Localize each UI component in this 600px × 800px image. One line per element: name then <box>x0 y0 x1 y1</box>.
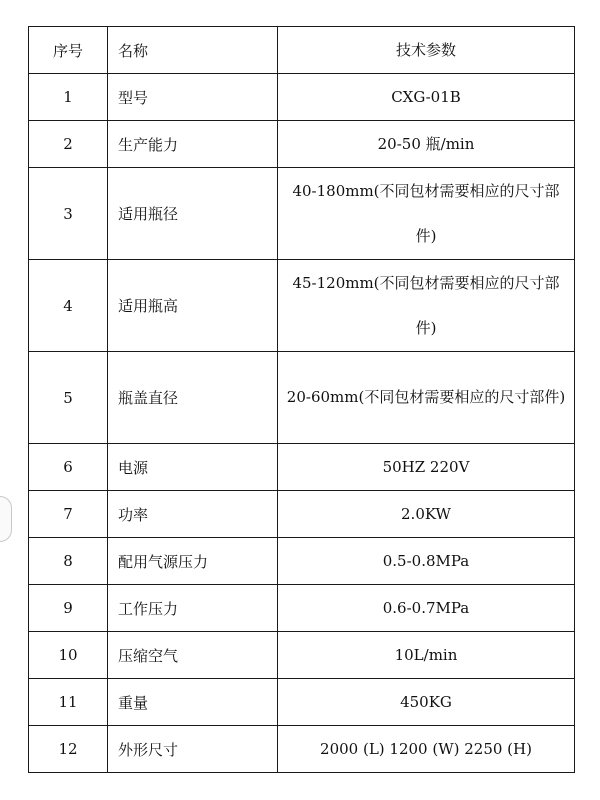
table-row <box>29 491 575 538</box>
row-value: 0.5-0.8MPa <box>278 538 575 585</box>
row-index: 8 <box>29 538 108 585</box>
row-index: 10 <box>29 632 108 679</box>
row-index: 5 <box>29 352 108 444</box>
row-value: 45-120mm(不同包材需要相应的尺寸部件) <box>278 260 575 352</box>
row-value: 20-50 瓶/min <box>278 121 575 168</box>
row-index: 4 <box>29 260 108 352</box>
row-index: 9 <box>29 585 108 632</box>
header-index: 序号 <box>29 27 108 74</box>
row-value: 2000 (L) 1200 (W) 2250 (H) <box>278 726 575 773</box>
row-index: 3 <box>29 168 108 260</box>
row-index: 12 <box>29 726 108 773</box>
row-name: 工作压力 <box>108 585 278 632</box>
row-value: CXG-01B <box>278 74 575 121</box>
row-name: 电源 <box>108 444 278 491</box>
table-row <box>29 74 575 121</box>
row-name: 功率 <box>108 491 278 538</box>
row-index: 11 <box>29 679 108 726</box>
row-index: 6 <box>29 444 108 491</box>
spec-table <box>28 26 575 773</box>
row-index: 1 <box>29 74 108 121</box>
table-row <box>29 260 575 352</box>
table-row <box>29 538 575 585</box>
row-value: 0.6-0.7MPa <box>278 585 575 632</box>
row-name: 外形尺寸 <box>108 726 278 773</box>
row-index: 7 <box>29 491 108 538</box>
scroll-handle[interactable] <box>0 496 12 542</box>
row-value: 2.0KW <box>278 491 575 538</box>
row-name: 瓶盖直径 <box>108 352 278 444</box>
table-row <box>29 679 575 726</box>
table-row <box>29 121 575 168</box>
row-name: 适用瓶径 <box>108 168 278 260</box>
row-name: 生产能力 <box>108 121 278 168</box>
header-name: 名称 <box>108 27 278 74</box>
table-row <box>29 168 575 260</box>
table-row <box>29 352 575 444</box>
row-value: 50HZ 220V <box>278 444 575 491</box>
table-row <box>29 585 575 632</box>
header-value: 技术参数 <box>278 27 575 74</box>
table-header-row <box>29 27 575 74</box>
row-name: 型号 <box>108 74 278 121</box>
table-row <box>29 726 575 773</box>
row-value: 40-180mm(不同包材需要相应的尺寸部件) <box>278 168 575 260</box>
row-name: 适用瓶高 <box>108 260 278 352</box>
row-name: 压缩空气 <box>108 632 278 679</box>
row-name: 重量 <box>108 679 278 726</box>
row-index: 2 <box>29 121 108 168</box>
row-value: 20-60mm(不同包材需要相应的尺寸部件) <box>278 352 575 444</box>
table-row <box>29 632 575 679</box>
row-value: 10L/min <box>278 632 575 679</box>
table-row <box>29 444 575 491</box>
row-value: 450KG <box>278 679 575 726</box>
row-name: 配用气源压力 <box>108 538 278 585</box>
